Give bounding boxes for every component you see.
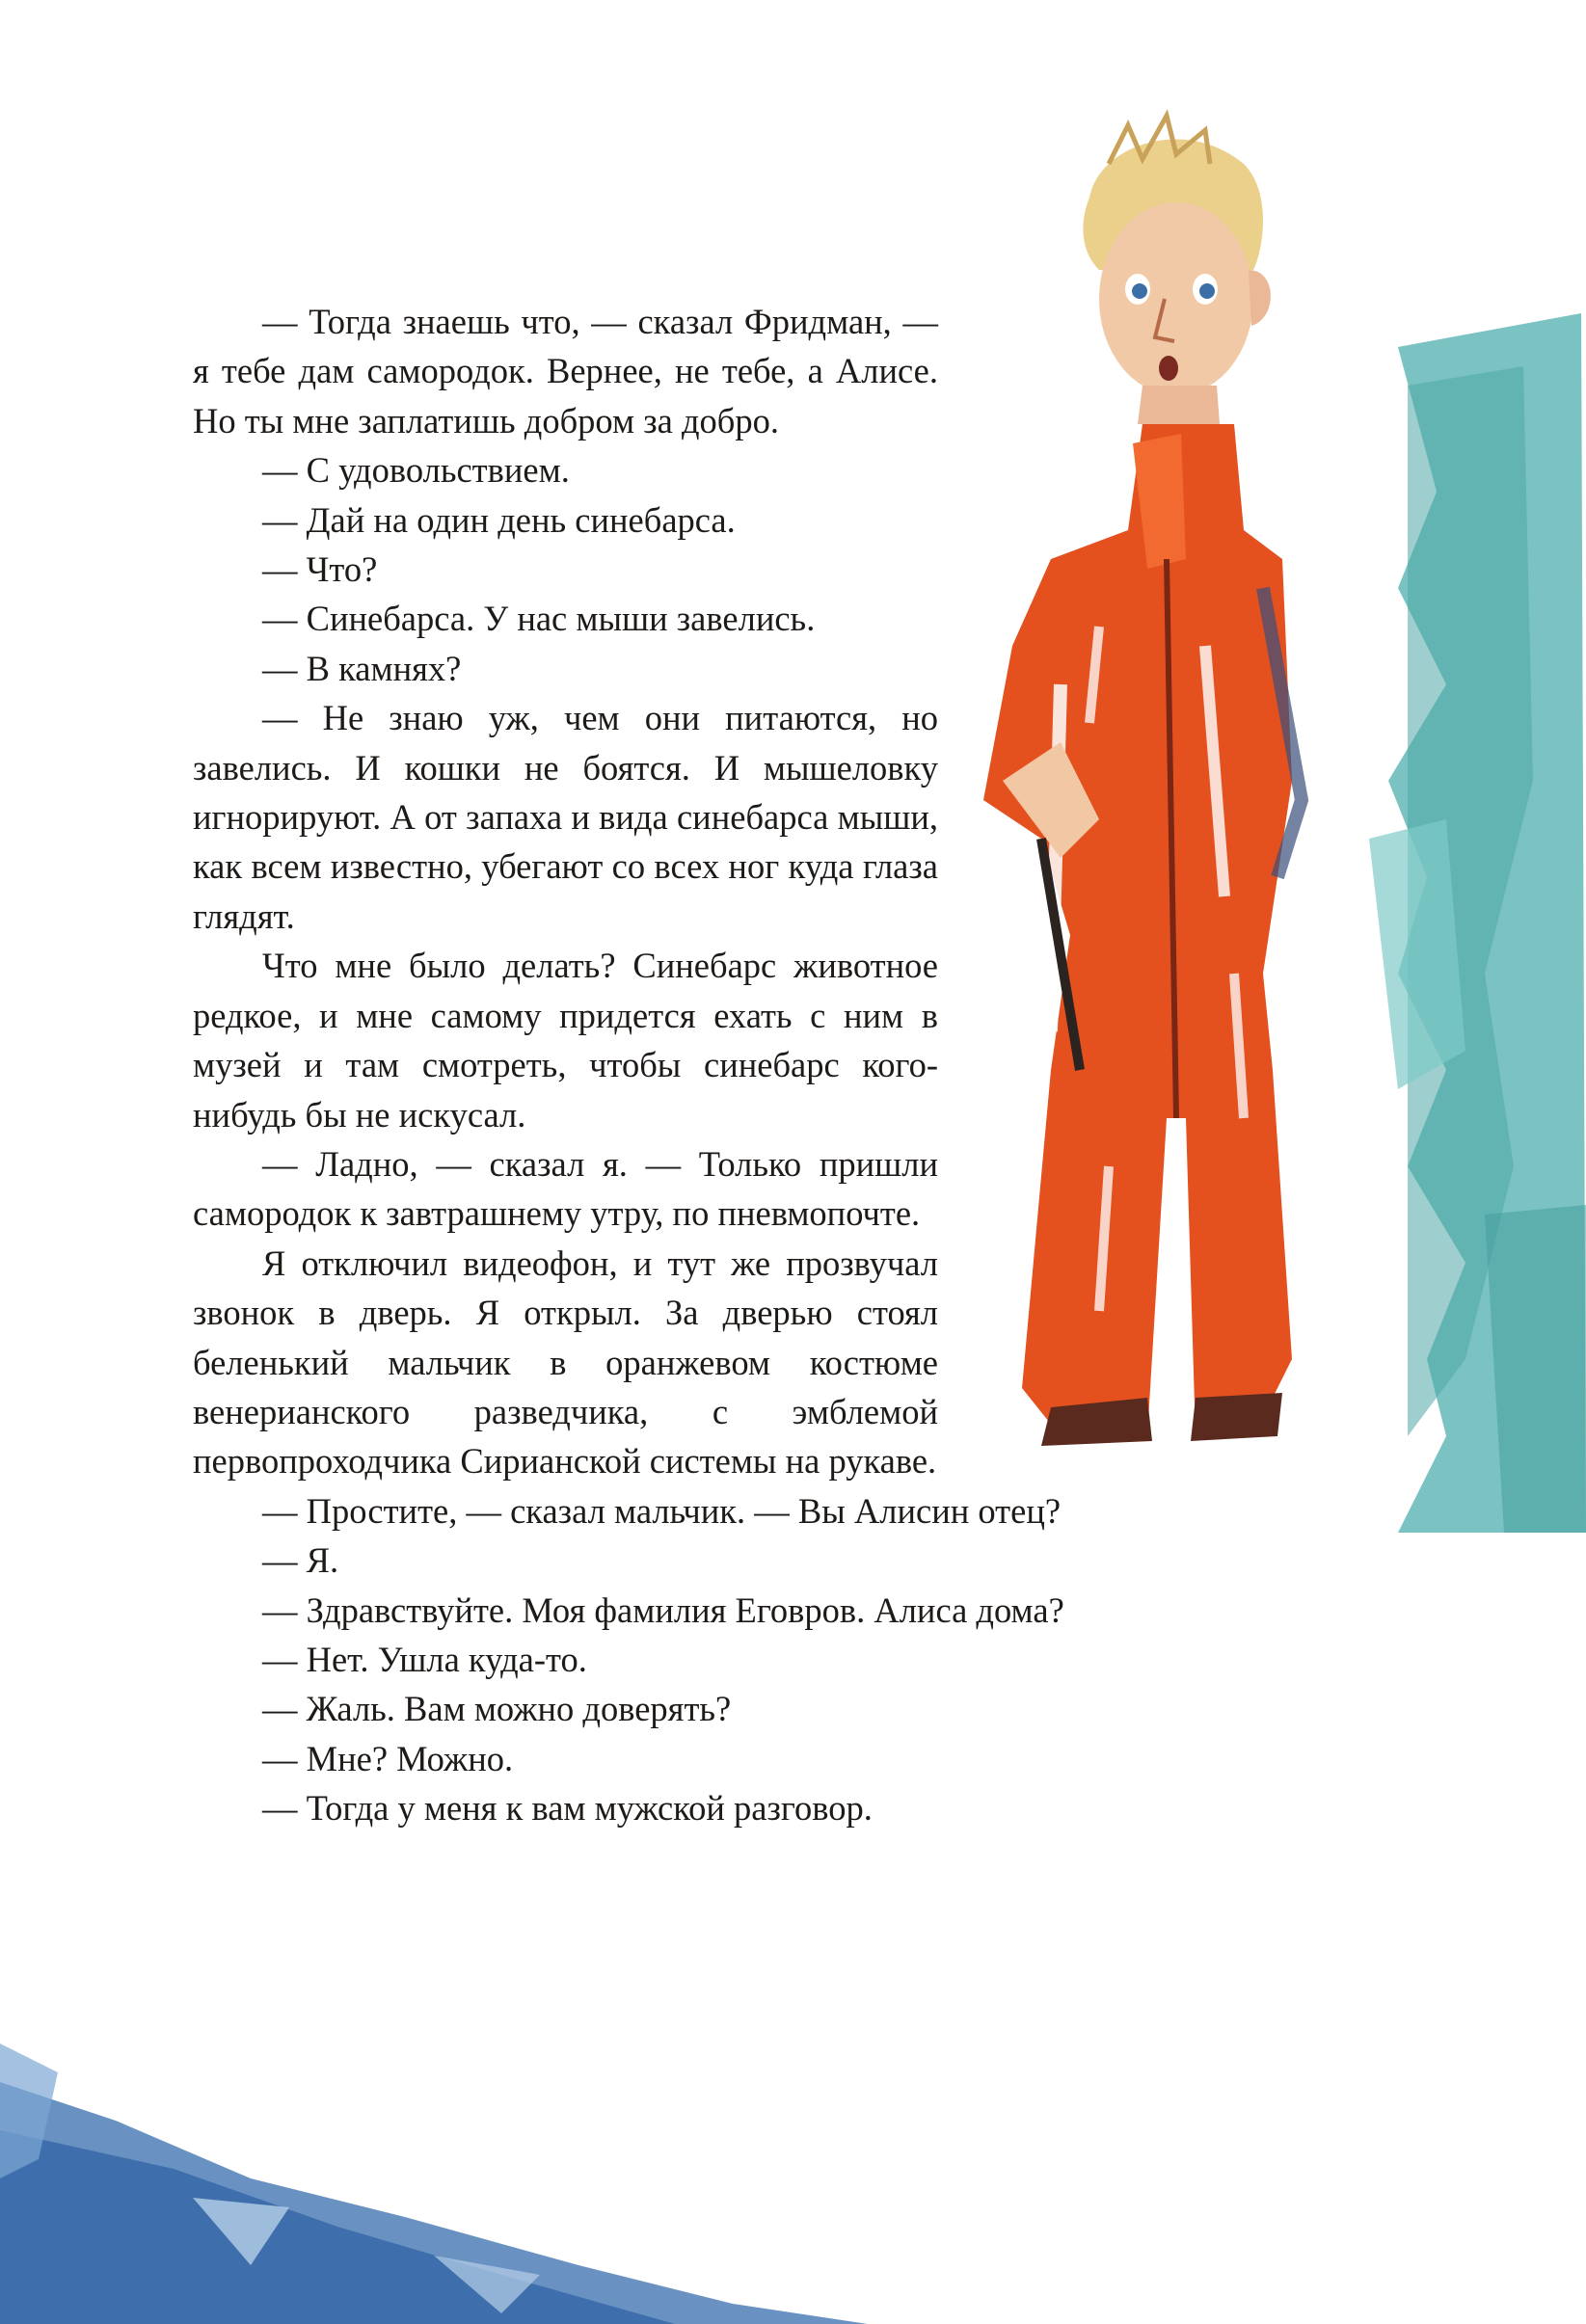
story-text [193, 297, 1282, 1833]
paragraph: — Простите, — сказал мальчик. — Вы Алисин отец? [262, 1490, 1062, 1531]
text-column-wide [193, 1486, 1282, 1833]
teal-wall-brushstrokes [1369, 313, 1586, 1533]
paragraph: — Тогда знаешь что, — сказал Фридман, — я тебе дам самородок. Вернее, не тебе, а Алисе. Но ты мне заплатишь добром за добро. [193, 302, 938, 441]
paragraph: — Мне? Можно. [262, 1738, 514, 1778]
paragraph: — Я. [262, 1540, 339, 1581]
paragraph: — Тогда у меня к вам мужской разговор. [262, 1788, 873, 1829]
paragraph: — С удовольствием. [262, 450, 570, 491]
paragraph: — Ладно, — сказал я. — Только пришли самородок к завтрашнему утру, по пневмопочте. [193, 1143, 938, 1234]
paragraph: — Не знаю уж, чем они питаются, но завелись. И кошки не боятся. И мышеловку игнорируют. А от запаха и вида синебарса мыши, как всем известно, убегают со всех ног куда глаза глядят. [193, 698, 938, 936]
text-column-narrow [193, 297, 938, 1486]
blue-brushstroke-decoration [0, 2044, 868, 2324]
paragraph: — Дай на один день синебарса. [262, 499, 736, 540]
paragraph: — Здравствуйте. Моя фамилия Еговров. Алиса дома? [262, 1589, 1064, 1630]
paragraph: — В камнях? [262, 648, 462, 688]
paragraph: — Нет. Ушла куда-то. [262, 1639, 587, 1679]
paragraph: — Синебарса. У нас мыши завелись. [262, 599, 816, 639]
paragraph: — Жаль. Вам можно доверять? [262, 1689, 732, 1729]
paragraph: Что мне было делать? Синебарс животное редкое, и мне самому придется ехать с ним в музей и там смотреть, чтобы синебарс кого-нибудь бы не искусал. [193, 946, 938, 1135]
paragraph: — Что? [262, 549, 378, 590]
paragraph: Я отключил видеофон, и тут же прозвучал звонок в дверь. Я открыл. За дверью стоял беленький мальчик в оранжевом костюме венерианского разведчика, с эмблемой первопроходчика Сирианской системы на рукаве. [193, 1242, 938, 1482]
